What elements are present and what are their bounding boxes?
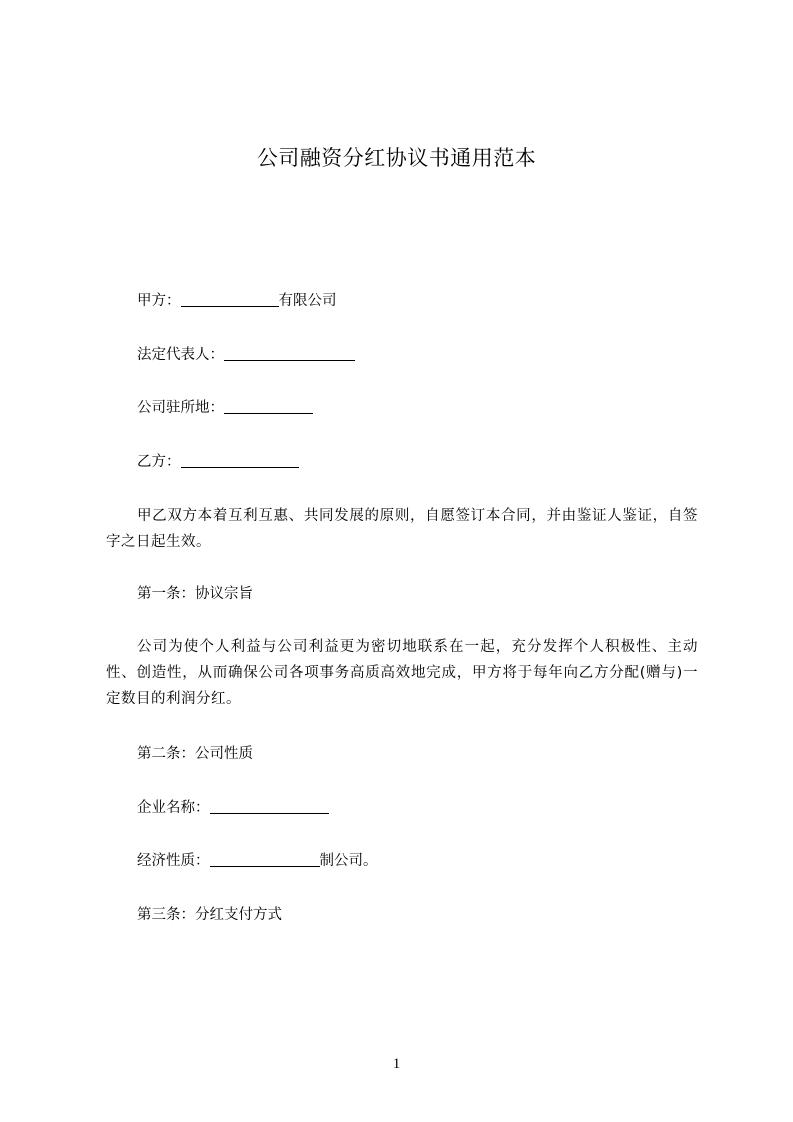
party-a-suffix: 有限公司 xyxy=(278,293,337,309)
company-address-line xyxy=(137,399,313,417)
document-title: 公司融资分红协议书通用范本 xyxy=(256,146,537,170)
economic-nature-line xyxy=(137,852,378,870)
party-a-label: 甲方： xyxy=(137,293,181,309)
party-a-blank[interactable] xyxy=(181,292,279,307)
company-address-blank[interactable] xyxy=(224,399,313,414)
company-address-label: 公司驻所地： xyxy=(137,400,224,416)
intro-paragraph: 甲乙双方本着互利互惠、共同发展的原则，自愿签订本合同，并由鉴证人鉴证，自签字之日起生效。 xyxy=(106,508,698,550)
article-3-heading: 第三条：分红支付方式 xyxy=(137,907,282,923)
company-name-label: 企业名称： xyxy=(137,800,210,816)
economic-nature-blank[interactable] xyxy=(210,852,320,867)
legal-rep-blank[interactable] xyxy=(224,346,355,361)
party-b-label: 乙方： xyxy=(137,454,181,470)
page-number: 1 xyxy=(392,1056,401,1072)
party-a-line xyxy=(137,292,337,310)
legal-rep-label: 法定代表人： xyxy=(137,347,224,363)
company-name-blank[interactable] xyxy=(210,799,329,814)
economic-nature-suffix: 制公司。 xyxy=(319,853,378,869)
party-b-line xyxy=(137,453,299,471)
economic-nature-label: 经济性质： xyxy=(137,853,210,869)
company-name-line xyxy=(137,799,329,817)
article-1-paragraph: 公司为使个人利益与公司利益更为密切地联系在一起，充分发挥个人积极性、主动性、创造性，从而确保公司各项事务高质高效地完成，甲方将于每年向乙方分配(赠与)一定数目的利润分红。 xyxy=(106,639,698,707)
article-2-heading: 第二条：公司性质 xyxy=(137,746,253,762)
party-b-blank[interactable] xyxy=(181,453,299,468)
article-1-heading: 第一条：协议宗旨 xyxy=(137,586,253,602)
legal-rep-line xyxy=(137,346,355,364)
